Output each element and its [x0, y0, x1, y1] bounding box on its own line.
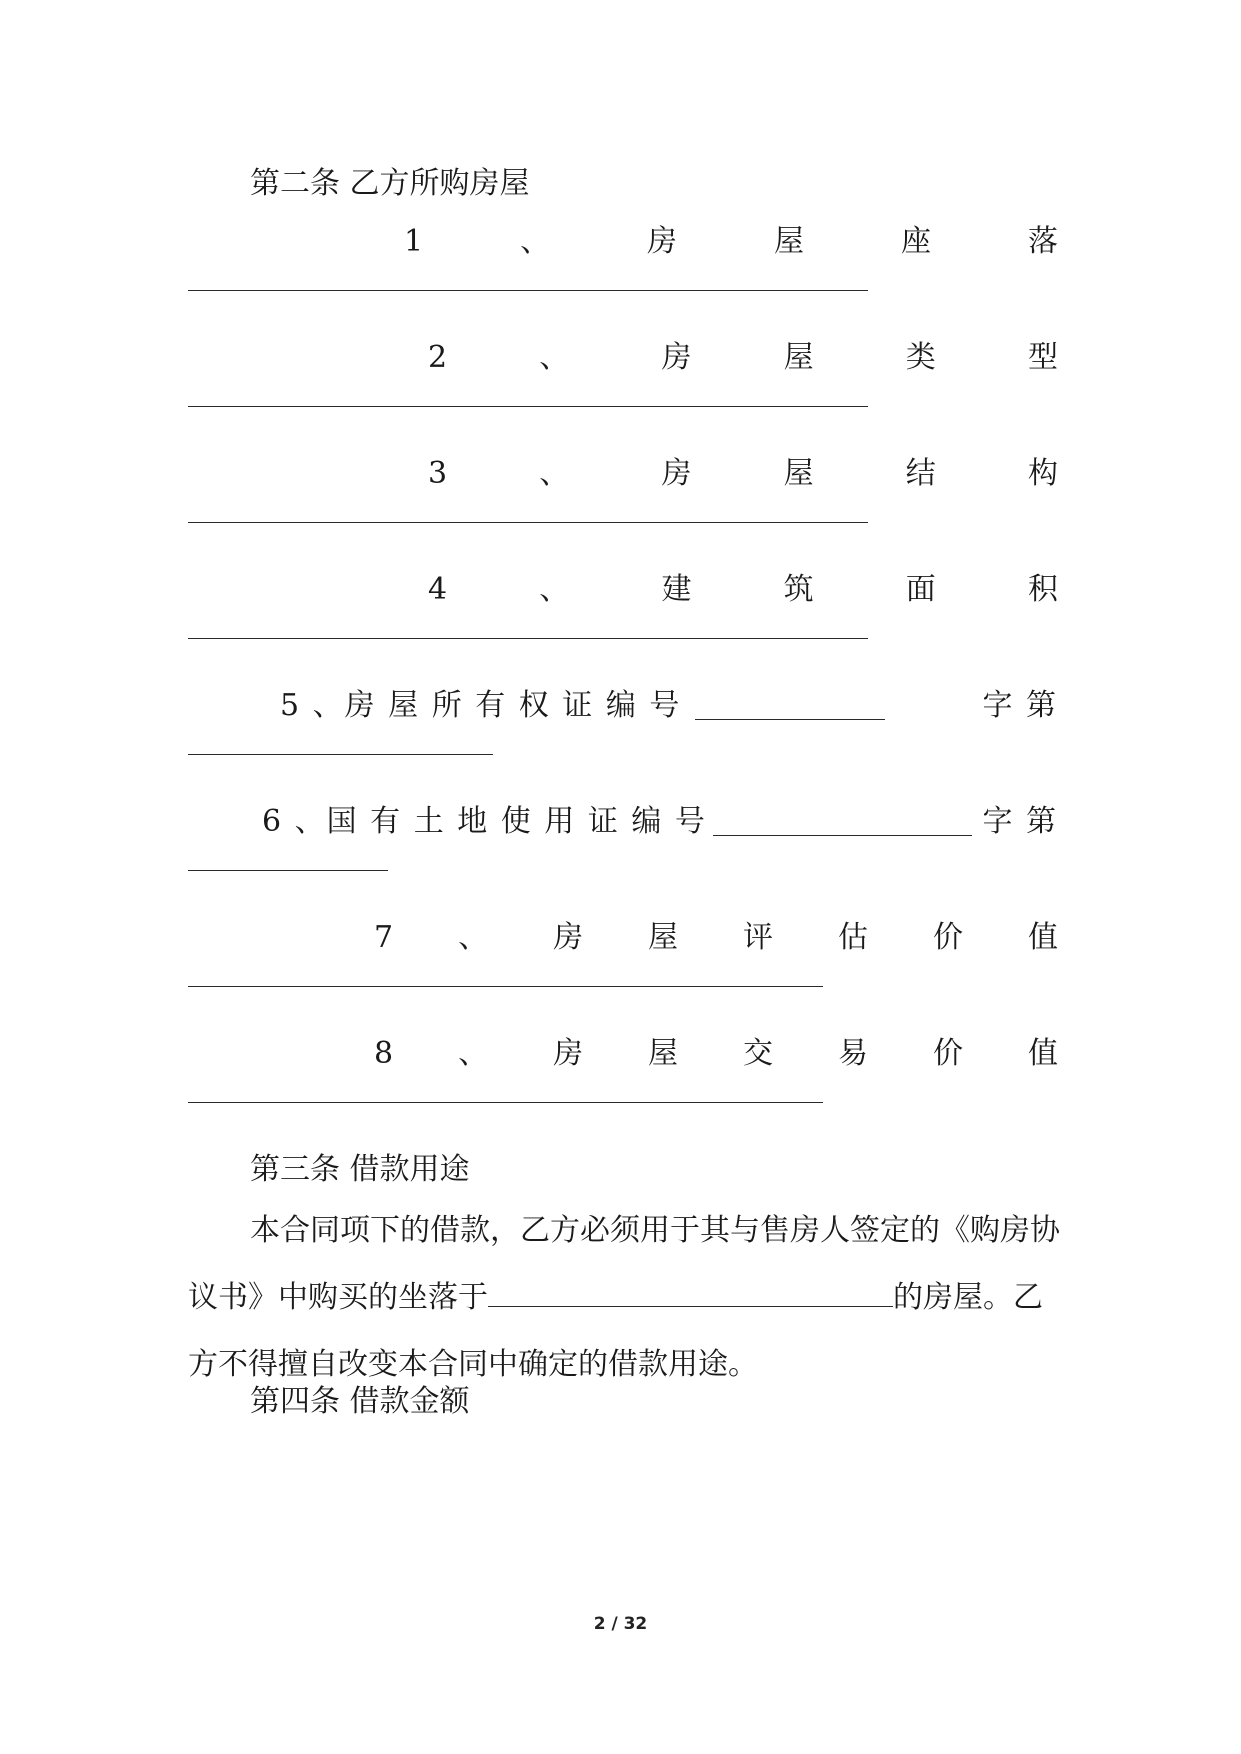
item-char: 结 — [905, 456, 936, 491]
fill-in-blank-line — [188, 290, 868, 291]
item-char: 估 — [838, 920, 869, 955]
list-item — [404, 222, 1058, 262]
item-char: 屋 — [648, 1036, 679, 1071]
list-item — [374, 918, 1058, 958]
fill-in-blank-line — [188, 754, 493, 755]
item-char: 屋 — [648, 920, 679, 955]
item-char: 房 — [647, 224, 678, 259]
list-item — [428, 454, 1058, 494]
item-separator: 、 — [539, 456, 570, 491]
item-label: 5 、房 屋 所 有 权 证 编 号 — [280, 688, 682, 723]
item-char: 房 — [553, 1036, 584, 1071]
item-separator: 、 — [539, 340, 570, 375]
item-char: 建 — [661, 572, 692, 607]
item-char: 价 — [933, 1036, 963, 1071]
list-item — [280, 686, 1058, 726]
article-paragraph — [188, 1197, 1068, 1398]
fill-in-blank-line — [713, 809, 973, 836]
item-number: 7 — [374, 920, 394, 955]
item-separator: 、 — [458, 1036, 489, 1071]
item-char: 落 — [1027, 224, 1058, 259]
item-char: 值 — [1027, 920, 1058, 955]
article-heading: 第三条 借款用途 — [250, 1152, 470, 1187]
item-separator: 、 — [458, 920, 489, 955]
paragraph-text: 本合同项下的借款，乙方必须用于其与售房人签定的《购房协议书》中购买的坐落于 — [188, 1213, 1060, 1315]
item-char: 筑 — [783, 572, 814, 607]
item-char: 屋 — [774, 224, 804, 259]
item-number: 8 — [374, 1036, 394, 1071]
item-char: 面 — [905, 572, 936, 607]
fill-in-blank-line — [188, 870, 388, 871]
fill-in-blank-line — [695, 693, 885, 720]
item-char: 积 — [1027, 572, 1058, 607]
item-char: 类 — [905, 340, 936, 375]
item-separator: 、 — [539, 572, 570, 607]
fill-in-blank-line — [188, 1102, 823, 1103]
item-number: 2 — [428, 340, 448, 375]
paragraph-text: 的房屋。乙方不得擅自改变本合同中确定的借款用途。 — [188, 1280, 1043, 1382]
item-number: 3 — [428, 456, 448, 491]
item-separator: 、 — [520, 224, 551, 259]
item-number: 4 — [428, 572, 448, 607]
fill-in-blank-line — [188, 986, 823, 987]
item-char: 房 — [661, 456, 692, 491]
list-item — [262, 802, 1058, 842]
item-char: 房 — [661, 340, 692, 375]
item-suffix: 字 第 — [982, 804, 1058, 839]
item-char: 易 — [838, 1036, 869, 1071]
item-number: 1 — [404, 224, 424, 259]
item-char: 座 — [900, 224, 931, 259]
item-label: 6 、国 有 土 地 使 用 证 编 号 — [262, 804, 707, 839]
item-char: 屋 — [783, 456, 814, 491]
fill-in-blank-line — [488, 1282, 893, 1307]
item-char: 构 — [1027, 456, 1058, 491]
item-char: 型 — [1027, 340, 1058, 375]
item-suffix: 字 第 — [982, 688, 1058, 723]
item-char: 房 — [553, 920, 584, 955]
fill-in-blank-line — [188, 522, 868, 523]
fill-in-blank-line — [188, 406, 868, 407]
item-char: 屋 — [783, 340, 814, 375]
article-heading: 第四条 借款金额 — [250, 1384, 470, 1419]
list-item — [374, 1034, 1058, 1074]
fill-in-blank-line — [188, 638, 868, 639]
item-char: 价 — [933, 920, 963, 955]
item-char: 交 — [743, 1036, 774, 1071]
article-heading: 第二条 乙方所购房屋 — [250, 166, 530, 201]
page-number: 2 / 32 — [593, 1614, 648, 1634]
item-char: 评 — [743, 920, 774, 955]
item-char: 值 — [1027, 1036, 1058, 1071]
list-item — [428, 570, 1058, 610]
list-item — [428, 338, 1058, 378]
